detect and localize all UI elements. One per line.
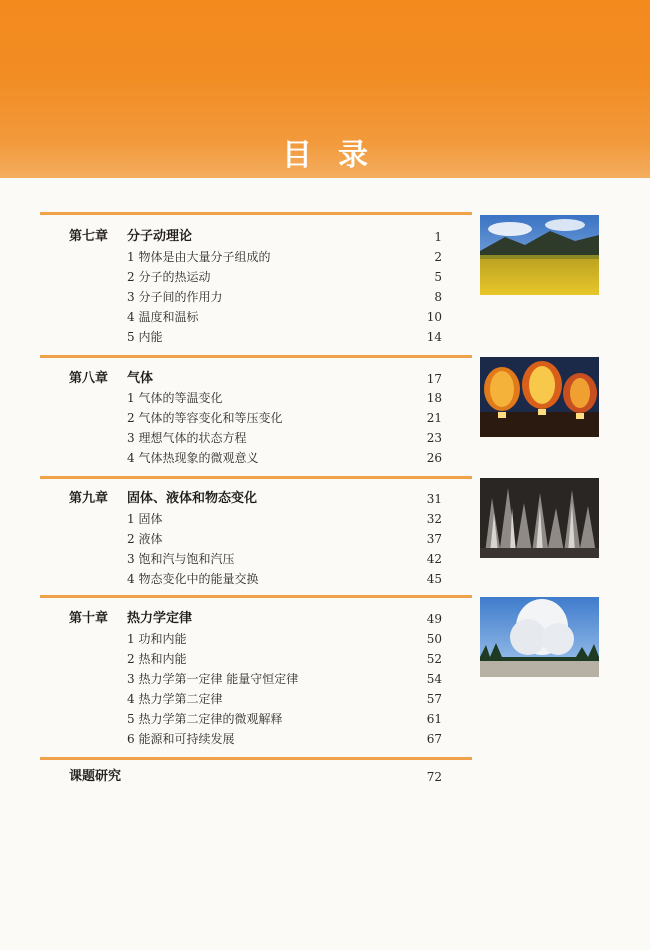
section-title: 2 热和内能 (127, 652, 187, 666)
chapter-title: 热力学定律 (127, 611, 193, 626)
toc-entry[interactable] (0, 408, 650, 428)
section-title: 1 物体是由大量分子组成的 (127, 250, 271, 264)
section-title: 2 气体的等容变化和等压变化 (127, 411, 283, 425)
toc-entry[interactable] (0, 549, 650, 569)
section-page: 26 (426, 451, 442, 465)
toc-entry[interactable] (0, 388, 650, 408)
toc-entry[interactable] (0, 629, 650, 649)
section-page: 37 (426, 532, 442, 546)
section-title: 3 热力学第一定律 能量守恒定律 (127, 672, 299, 686)
section-page: 21 (426, 411, 442, 425)
toc-entry[interactable] (0, 287, 650, 307)
section-page: 2 (434, 250, 442, 264)
section-title: 2 液体 (127, 532, 163, 546)
section-page: 18 (426, 391, 442, 405)
section-title: 1 功和内能 (127, 632, 187, 646)
section-title: 1 气体的等温变化 (127, 391, 223, 405)
section-title: 5 内能 (127, 330, 163, 344)
section-title: 2 分子的热运动 (127, 270, 211, 284)
section-title: 6 能源和可持续发展 (127, 732, 235, 746)
section-page: 10 (426, 310, 442, 324)
section-title: 3 饱和汽与饱和汽压 (127, 552, 235, 566)
extra-title: 课题研究 (69, 769, 122, 784)
section-page: 57 (426, 692, 442, 706)
chapter-divider (40, 476, 472, 479)
section-title: 4 热力学第二定律 (127, 692, 223, 706)
toc-entry[interactable] (0, 247, 650, 267)
section-title: 4 温度和温标 (127, 310, 199, 324)
section-title: 4 物态变化中的能量交换 (127, 572, 259, 586)
toc-entry[interactable] (0, 448, 650, 468)
section-page: 54 (426, 672, 442, 686)
chapter-title: 气体 (127, 371, 154, 386)
section-page: 5 (434, 270, 442, 284)
section-page: 32 (426, 512, 442, 526)
section-page: 42 (426, 552, 442, 566)
section-page: 14 (426, 330, 442, 344)
section-title: 4 气体热现象的微观意义 (127, 451, 259, 465)
section-page: 45 (426, 572, 442, 586)
section-title: 5 热力学第二定律的微观解释 (127, 712, 283, 726)
chapter-title: 固体、液体和物态变化 (127, 491, 258, 506)
toc-entry[interactable] (0, 709, 650, 729)
chapter-page: 49 (426, 612, 442, 626)
toc-entry[interactable] (0, 529, 650, 549)
toc-entry[interactable] (0, 669, 650, 689)
toc-entry[interactable] (0, 729, 650, 749)
toc-entry[interactable] (0, 767, 650, 787)
section-page: 61 (426, 712, 442, 726)
toc-entry[interactable] (0, 307, 650, 327)
section-page: 67 (426, 732, 442, 746)
section-page: 50 (426, 632, 442, 646)
chapter-title: 分子动理论 (127, 229, 193, 244)
toc-entry[interactable] (0, 327, 650, 347)
toc-entry[interactable] (0, 569, 650, 589)
chapter-number: 第十章 (69, 611, 109, 626)
section-page: 23 (426, 431, 442, 445)
chapter-divider (40, 355, 472, 358)
section-title: 3 分子间的作用力 (127, 290, 223, 304)
toc-entry[interactable] (0, 689, 650, 709)
page-title: 目录 (282, 138, 394, 173)
chapter-number: 第八章 (69, 371, 109, 386)
section-page: 8 (434, 290, 442, 304)
chapter-number: 第七章 (69, 229, 109, 244)
chapter-divider (40, 595, 472, 598)
section-title: 1 固体 (127, 512, 163, 526)
chapter-page: 1 (434, 230, 442, 244)
section-divider (40, 757, 472, 760)
toc-entry[interactable] (0, 267, 650, 287)
toc-entry[interactable] (0, 649, 650, 669)
toc-entry[interactable] (0, 428, 650, 448)
extra-page: 72 (426, 770, 442, 784)
section-title: 3 理想气体的状态方程 (127, 431, 247, 445)
chapter-page: 31 (426, 492, 442, 506)
chapter-divider (40, 212, 472, 215)
chapter-page: 17 (426, 372, 442, 386)
section-page: 52 (426, 652, 442, 666)
toc-entry[interactable] (0, 509, 650, 529)
chapter-number: 第九章 (69, 491, 109, 506)
